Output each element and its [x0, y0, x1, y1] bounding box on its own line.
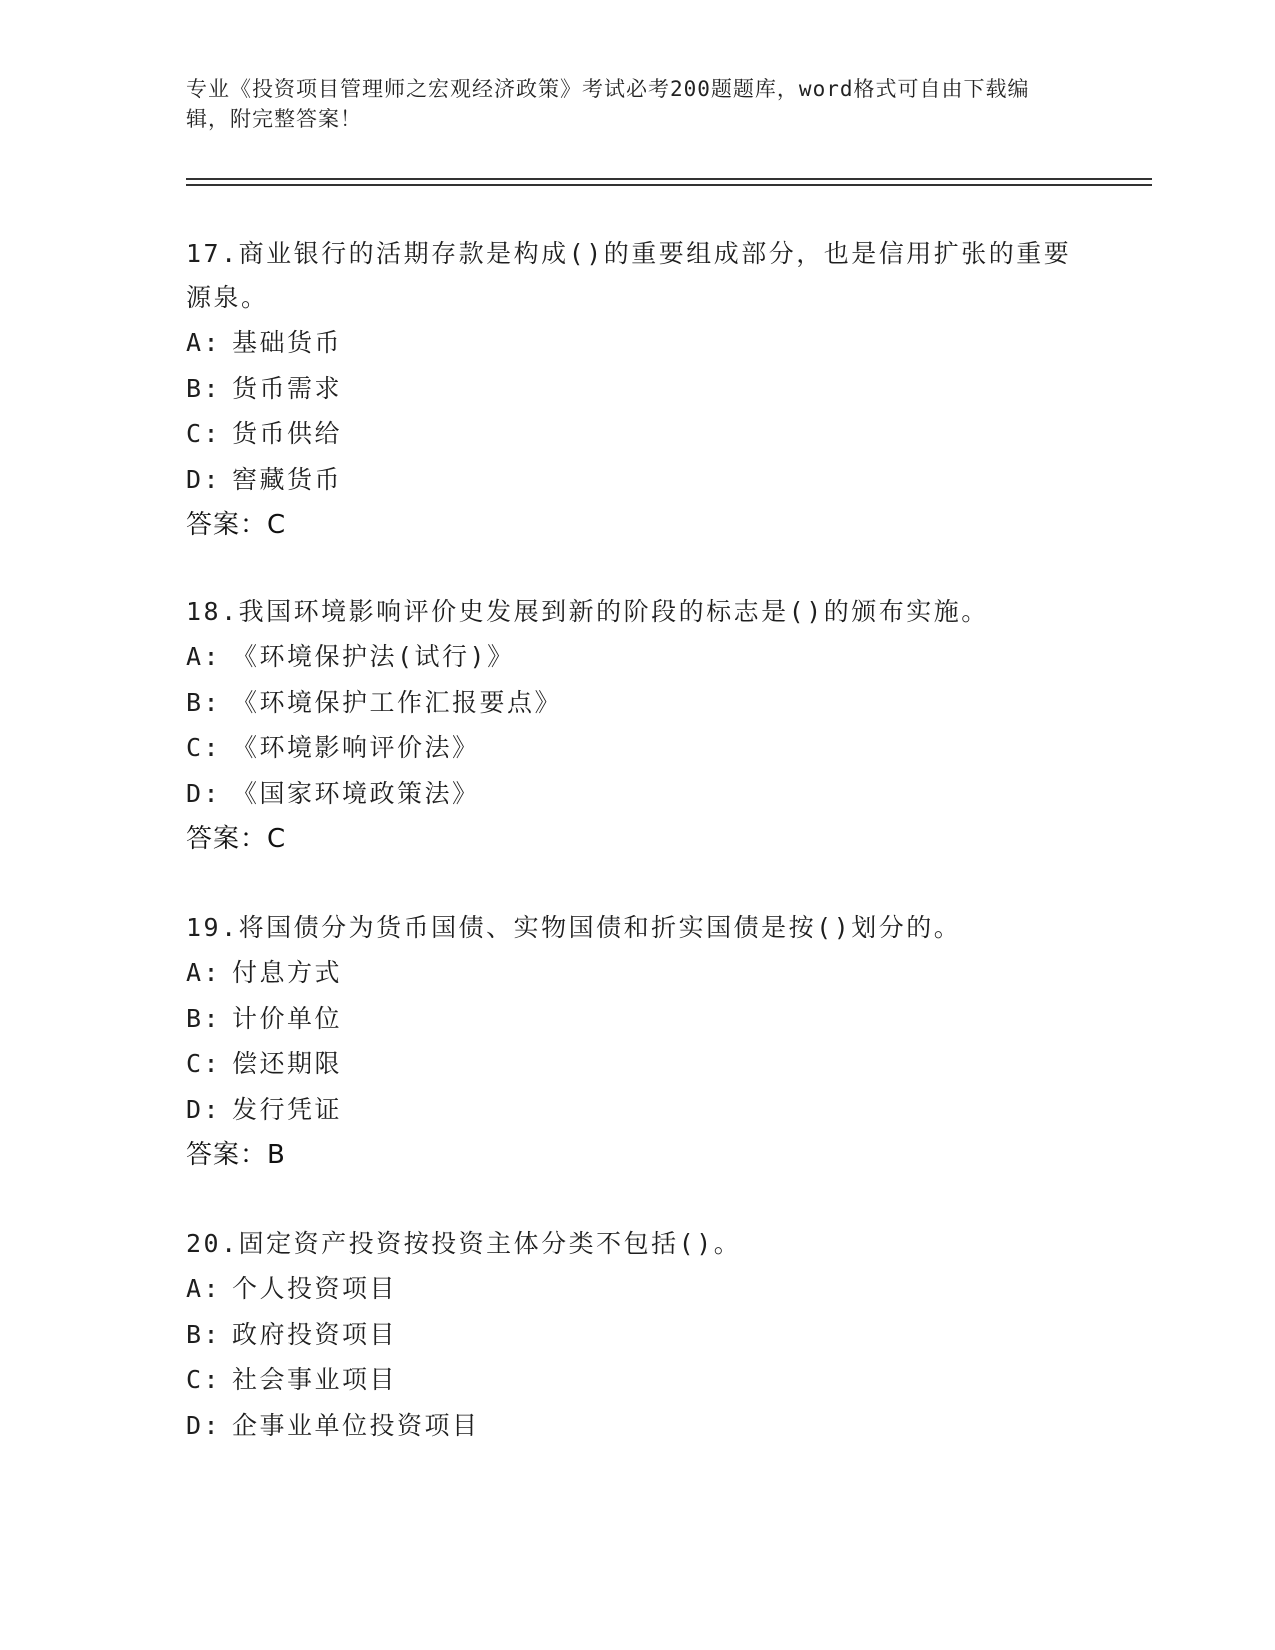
option-letter: C: — [186, 1049, 222, 1078]
option-text: 计价单位 — [232, 1003, 343, 1033]
option-text: 政府投资项目 — [232, 1319, 398, 1349]
question-17 — [186, 232, 1086, 548]
option-text: 货币需求 — [232, 373, 343, 403]
question-19 — [186, 906, 1086, 1178]
option-text: 付息方式 — [232, 958, 343, 987]
option-d — [186, 457, 1086, 503]
option-letter: A: — [186, 328, 222, 357]
option-text: 《环境影响评价法》 — [232, 733, 480, 762]
option-text: 《环境保护工作汇报要点》 — [232, 687, 563, 717]
option-c — [186, 725, 1086, 771]
option-d — [186, 771, 1086, 817]
option-letter: D: — [186, 1094, 222, 1124]
option-b — [186, 996, 1086, 1042]
option-d — [186, 1087, 1086, 1133]
question-stem: 18.我国环境影响评价史发展到新的阶段的标志是()的颁布实施。 — [186, 597, 989, 626]
question-20 — [186, 1222, 1086, 1448]
option-letter: C: — [186, 1365, 222, 1394]
option-text: 货币供给 — [232, 419, 343, 448]
option-a — [186, 1266, 1086, 1312]
option-letter: B: — [186, 1003, 222, 1033]
question-stem: 17.商业银行的活期存款是构成()的重要组成部分，也是信用扩张的重要源泉。 — [186, 239, 1072, 312]
option-text: 个人投资项目 — [232, 1274, 398, 1303]
option-text: 窖藏货币 — [232, 464, 343, 494]
option-letter: A: — [186, 642, 222, 671]
option-b — [186, 366, 1086, 412]
option-c — [186, 411, 1086, 457]
option-letter: A: — [186, 1274, 222, 1303]
option-text: 偿还期限 — [232, 1049, 343, 1078]
option-text: 基础货币 — [232, 328, 343, 357]
question-stem: 20.固定资产投资按投资主体分类不包括()。 — [186, 1229, 742, 1258]
option-text: 发行凭证 — [232, 1094, 343, 1124]
question-18 — [186, 590, 1086, 862]
option-b — [186, 680, 1086, 726]
header-divider-bottom — [186, 184, 1152, 186]
option-text: 社会事业项目 — [232, 1365, 398, 1394]
option-letter: B: — [186, 373, 222, 403]
option-c — [186, 1357, 1086, 1403]
option-a — [186, 320, 1086, 366]
option-a — [186, 634, 1086, 680]
option-letter: B: — [186, 1319, 222, 1349]
option-d — [186, 1403, 1086, 1449]
option-letter: D: — [186, 1410, 222, 1440]
option-letter: D: — [186, 464, 222, 494]
option-letter: C: — [186, 419, 222, 448]
option-c — [186, 1041, 1086, 1087]
option-letter: C: — [186, 733, 222, 762]
option-text: 《环境保护法(试行)》 — [232, 642, 515, 671]
question-stem: 19.将国债分为货币国债、实物国债和折实国债是按()划分的。 — [186, 913, 962, 942]
option-letter: D: — [186, 778, 222, 808]
option-a — [186, 950, 1086, 996]
option-text: 《国家环境政策法》 — [232, 778, 480, 808]
option-text: 企事业单位投资项目 — [232, 1410, 480, 1440]
answer: 答案：C — [186, 510, 287, 540]
option-letter: B: — [186, 687, 222, 717]
option-b — [186, 1312, 1086, 1358]
answer: 答案：C — [186, 824, 287, 854]
header-divider-top — [186, 178, 1152, 180]
document-header: 专业《投资项目管理师之宏观经济政策》考试必考200题题库，word格式可自由下载编辑，附完整答案！ — [186, 77, 1030, 131]
option-letter: A: — [186, 958, 222, 987]
answer: 答案：B — [186, 1140, 286, 1170]
